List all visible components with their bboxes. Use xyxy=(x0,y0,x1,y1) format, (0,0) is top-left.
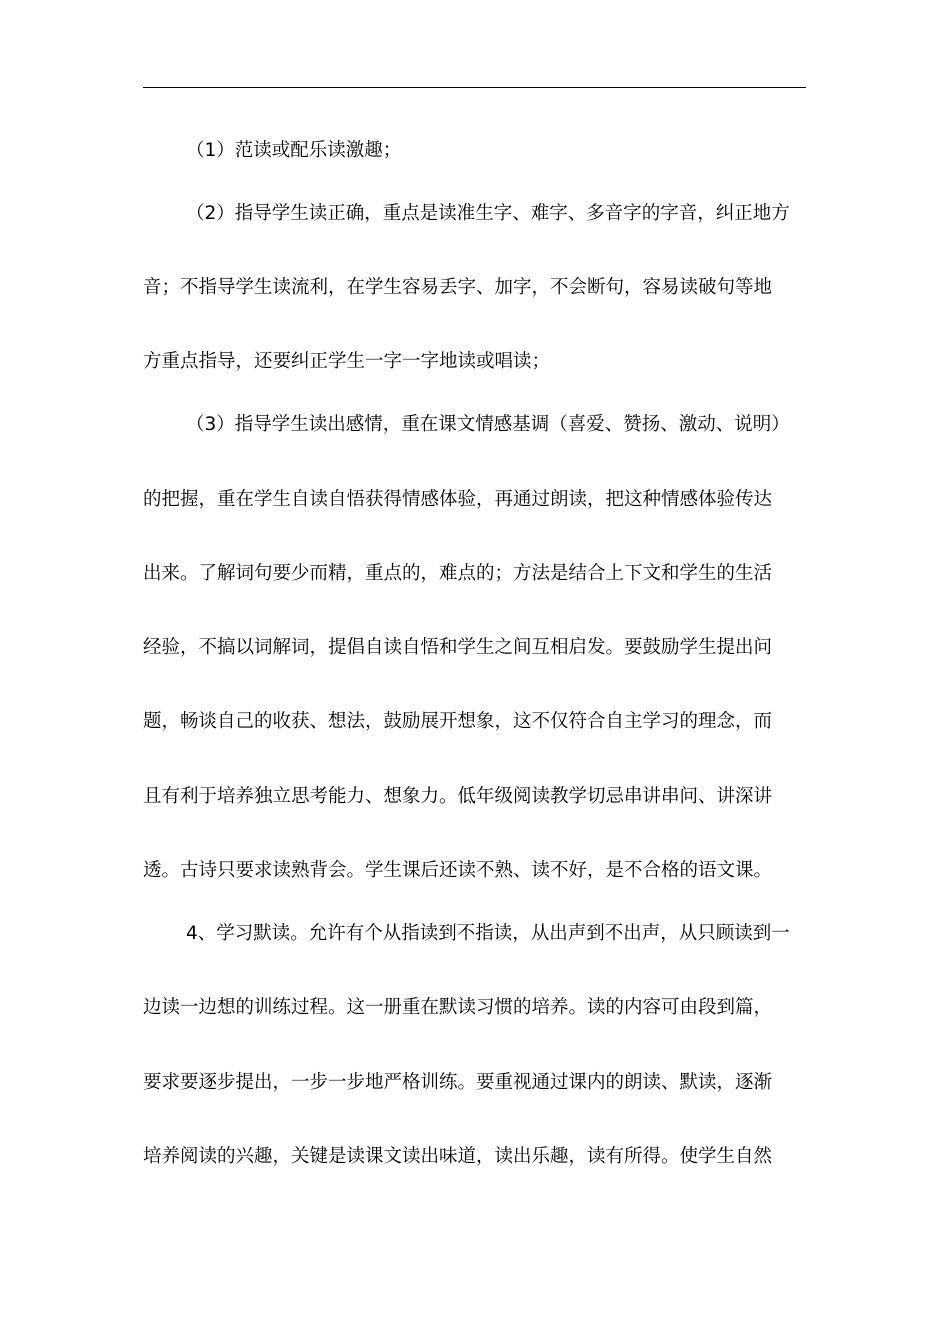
text-line: 要求要逐步提出，一步一步地严格训练。要重视通过课内的朗读、默读，逐渐 xyxy=(143,1072,773,1093)
text-line: 边读一边想的训练过程。这一册重在默读习惯的培养。读的内容可由段到篇， xyxy=(143,997,773,1018)
text-line: 培养阅读的兴趣，关键是读课文读出味道，读出乐趣，读有所得。使学生自然 xyxy=(143,1146,773,1167)
text-line: （2）指导学生读正确，重点是读准生字、难字、多音字的字音，纠正地方 xyxy=(186,203,790,224)
text-line: 的把握，重在学生自读自悟获得情感体验，再通过朗读，把这种情感体验传达 xyxy=(143,489,773,510)
text-line: 方重点指导，还要纠正学生一字一字地读或唱读； xyxy=(143,351,551,372)
text-line: 且有利于培养独立思考能力、想象力。低年级阅读教学切忌串讲串问、讲深讲 xyxy=(143,786,773,807)
text-line: 透。古诗只要求读熟背会。学生课后还读不熟、读不好，是不合格的语文课。 xyxy=(143,860,773,881)
text-line: （1）范读或配乐读激趣； xyxy=(186,140,402,161)
header-rule xyxy=(143,87,806,88)
text-line: 出来。了解词句要少而精，重点的，难点的；方法是结合上下文和学生的生活 xyxy=(143,563,773,584)
text-line: 题，畅谈自己的收获、想法，鼓励展开想象，这不仅符合自主学习的理念，而 xyxy=(143,711,773,732)
text-line: 经验，不搞以词解词，提倡自读自悟和学生之间互相启发。要鼓励学生提出问 xyxy=(143,637,773,658)
text-line: 音；不指导学生读流利，在学生容易丢字、加字，不会断句，容易读破句等地 xyxy=(143,277,773,298)
text-line: 4、学习默读。允许有个从指读到不指读，从出声到不出声，从只顾读到一 xyxy=(186,923,790,944)
text-line: （3）指导学生读出感情，重在课文情感基调（喜爱、赞扬、激动、说明） xyxy=(186,414,790,435)
